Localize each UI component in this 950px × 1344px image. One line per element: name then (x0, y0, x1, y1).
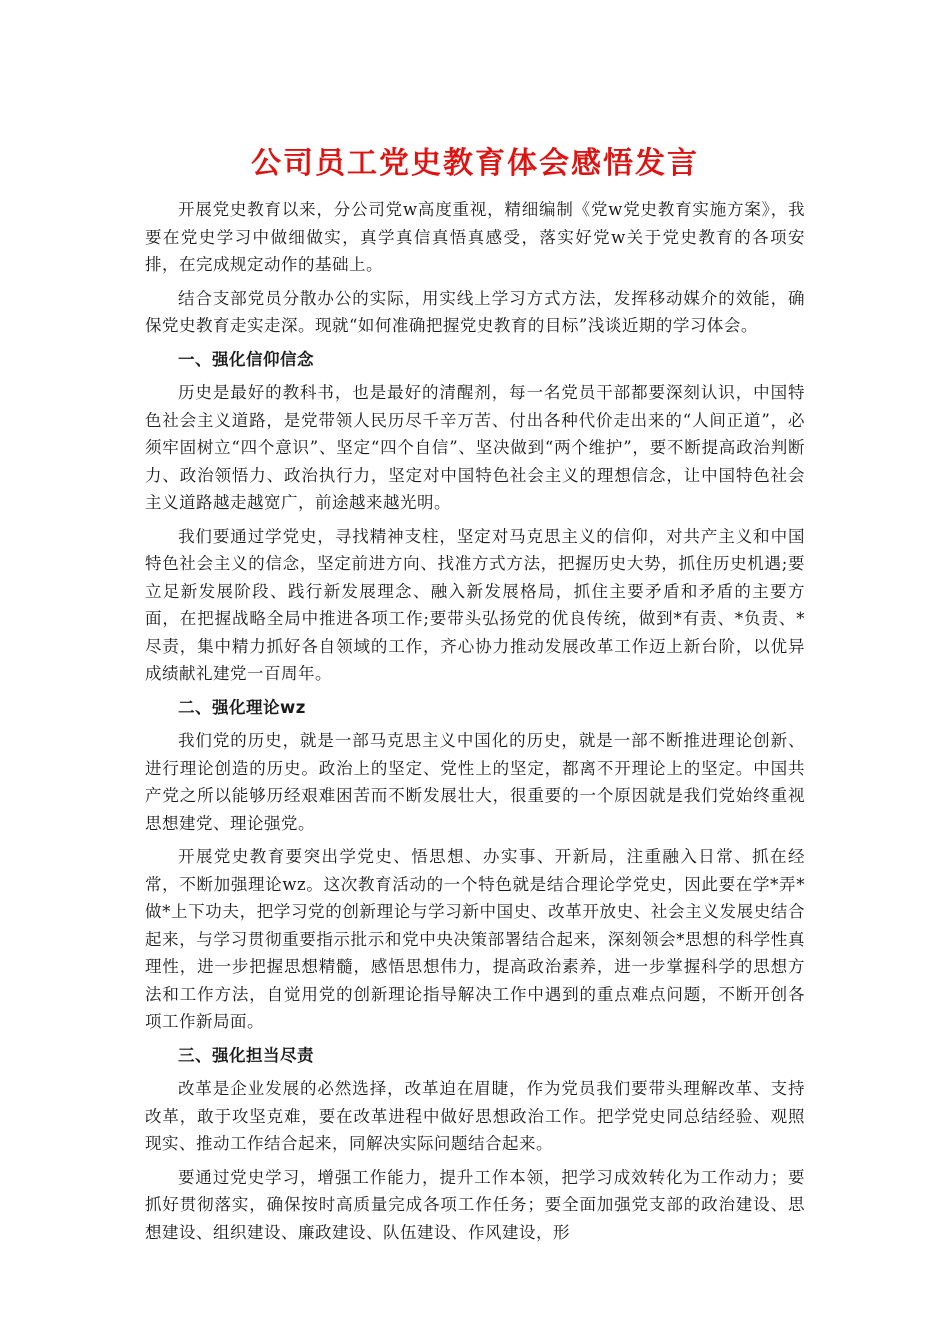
paragraph: 开展党史教育以来，分公司党w高度重视，精细编制《党w党史教育实施方案》，我要在党史学习中做细做实，真学真信真悟真感受，落实好党w关于党史教育的各项安排，在完成规定动作的基础上。 (145, 200, 805, 274)
section-heading: 一、强化信仰信念 (178, 349, 314, 369)
section-heading: 二、强化理论wz (178, 697, 306, 717)
document-title: 公司员工党史教育体会感悟发言 (251, 146, 699, 181)
paragraph: 我们要通过学党史，寻找精神支柱，坚定对马克思主义的信仰，对共产主义和中国特色社会主义的信念，坚定前进方向、找准方式方法，把握历史大势，抓住历史机遇;要立足新发展阶段、践行新发展理念、融入新发展格局，抓住主要矛盾和矛盾的主要方面，在把握战略全局中推进各项工作;要带头弘扬党的优良传统，做到*有责、*负责、*尽责，集中精力抓好各自领域的工作，齐心协力推动发展改革工作迈上新台阶，以优异成绩献礼建党一百周年。 (145, 526, 805, 683)
paragraph: 开展党史教育要突出学党史、悟思想、办实事、开新局，注重融入日常、抓在经常，不断加强理论wz。这次教育活动的一个特色就是结合理论学党史，因此要在学*弄*做*上下功夫，把学习党的创新理论与学习新中国史、改革开放史、社会主义发展史结合起来，与学习贯彻重要指示批示和党中央决策部署结合起来，深刻领会*思想的科学性真理性，进一步把握思想精髓，感悟思想伟力，提高政治素养，进一步掌握科学的思想方法和工作方法，自觉用党的创新理论指导解决工作中遇到的重点难点问题，不断开创各项工作新局面。 (145, 847, 805, 1031)
paragraph: 要通过党史学习，增强工作能力，提升工作本领，把学习成效转化为工作动力；要抓好贯彻落实，确保按时高质量完成各项工作任务；要全面加强党支部的政治建设、思想建设、组织建设、廉政建设、队伍建设、作风建设，形 (145, 1167, 805, 1242)
paragraph: 我们党的历史，就是一部马克思主义中国化的历史，就是一部不断推进理论创新、进行理论创造的历史。政治上的坚定、党性上的坚定，都离不开理论上的坚定。中国共产党之所以能够历经艰难困苦而不断发展壮大，很重要的一个原因就是我们党始终重视思想建党、理论强党。 (145, 731, 805, 833)
paragraph: 历史是最好的教科书，也是最好的清醒剂，每一名党员干部都要深刻认识，中国特色社会主义道路，是党带领人民历尽千辛万苦、付出各种代价走出来的“人间正道”，必须牢固树立“四个意识”、坚定“四个自信”、坚决做到“两个维护”，要不断提高政治判断力、政治领悟力、政治执行力，坚定对中国特色社会主义的理想信念，让中国特色社会主义道路越走越宽广，前途越来越光明。 (145, 383, 805, 512)
paragraph: 改革是企业发展的必然选择，改革迫在眉睫，作为党员我们要带头理解改革、支持改革，敢于攻坚克难，要在改革进程中做好思想政治工作。把学党史同总结经验、观照现实、推动工作结合起来，同解决实际问题结合起来。 (145, 1079, 805, 1153)
paragraph: 结合支部党员分散办公的实际，用实线上学习方式方法，发挥移动媒介的效能，确保党史教育走实走深。现就“如何准确把握党史教育的目标”浅谈近期的学习体会。 (145, 288, 805, 335)
document-page (145, 130, 805, 1252)
section-heading: 三、强化担当尽责 (178, 1045, 314, 1065)
